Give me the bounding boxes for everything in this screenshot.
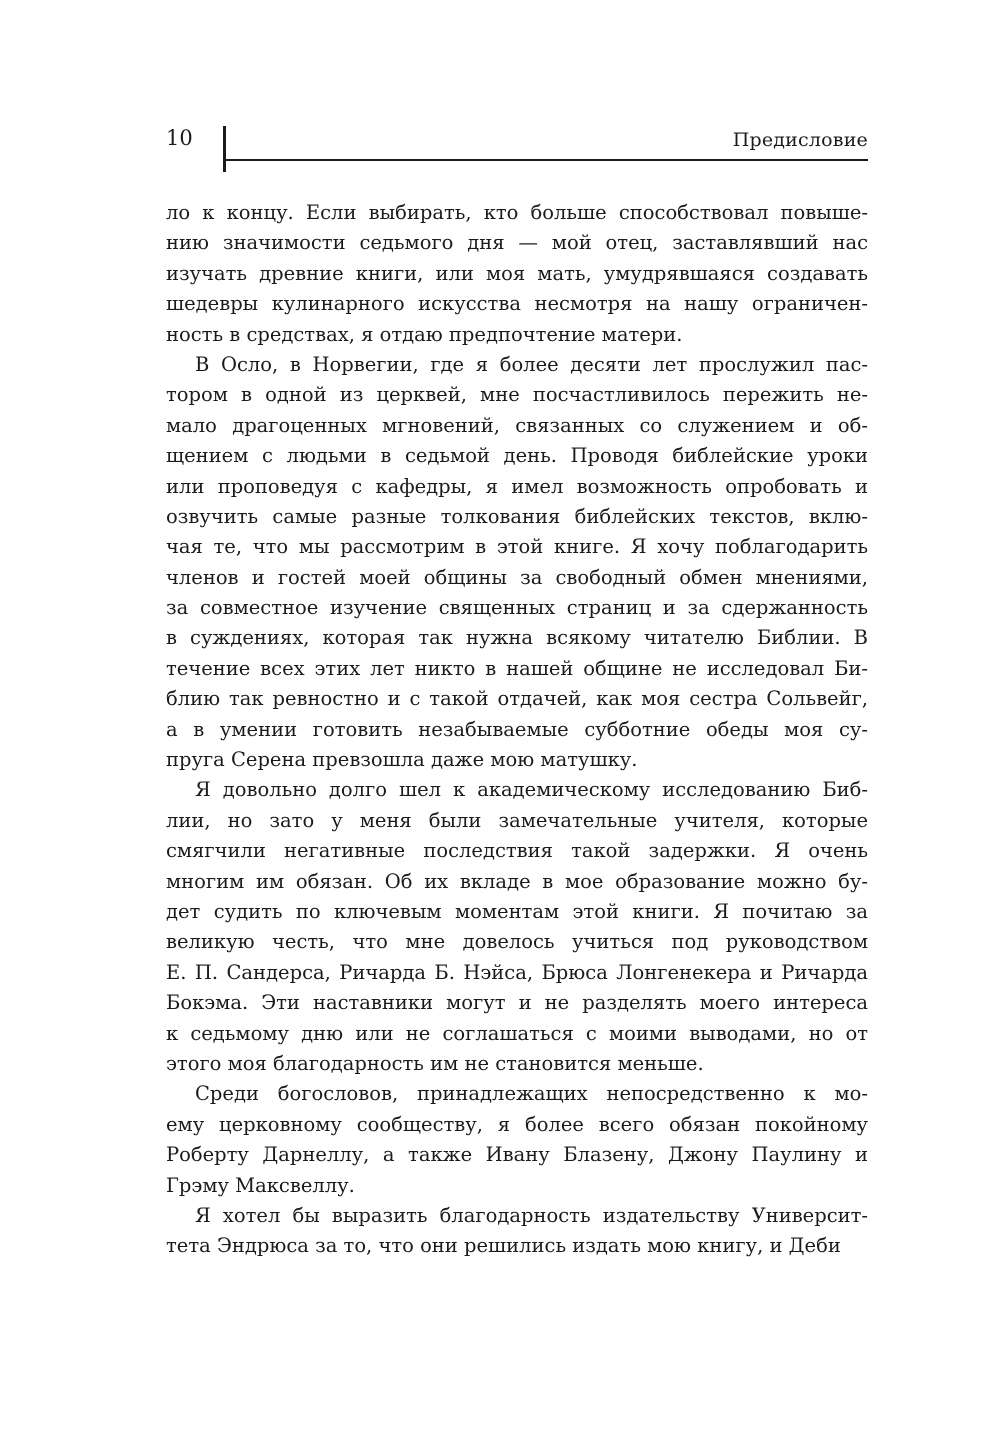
text-line: Бокэма. Эти наставники могут и не разделять моего интереса: [166, 991, 868, 1015]
header-vertical-rule: [223, 126, 226, 172]
paragraph: [166, 1079, 868, 1201]
text-line: многим им обязан. Об их вкладе в мое образование можно бу-: [166, 869, 868, 893]
text-line: дет судить по ключевым моментам этой книги. Я почитаю за: [166, 899, 868, 923]
running-title: Предисловие: [732, 129, 868, 151]
text-line: а в умении готовить незабываемые субботние обеды моя су-: [166, 717, 868, 741]
text-line: в суждениях, которая так нужна всякому читателю Библии. В: [166, 626, 868, 650]
text-line: смягчили негативные последствия такой задержки. Я очень: [166, 839, 868, 863]
paragraph: [166, 198, 868, 350]
paragraph: [166, 350, 868, 775]
text-line: ло к концу. Если выбирать, кто больше способствовал повыше-: [166, 201, 868, 224]
text-line: за совместное изучение священных страниц и за сдержанность: [166, 596, 868, 620]
text-line: ность в средствах, я отдаю предпочтение матери.: [166, 322, 683, 346]
body-text: [166, 198, 868, 1262]
paragraph: [166, 1201, 868, 1262]
text-line: течение всех этих лет никто в нашей общине не исследовал Би-: [166, 656, 868, 680]
text-line: щением с людьми в седьмой день. Проводя библейские уроки: [166, 444, 868, 468]
text-line: Е. П. Сандерса, Ричарда Б. Нэйса, Брюса Лонгенекера и Ричарда: [166, 960, 868, 984]
paragraph: [166, 775, 868, 1079]
text-line: Я довольно долго шел к академическому исследованию Биб-: [195, 778, 868, 802]
text-line: Я хотел бы выразить благодарность издательству Университ-: [195, 1203, 868, 1227]
text-line: тета Эндрюса за то, что они решились издать мою книгу, и Деби: [166, 1234, 841, 1258]
text-line: Среди богословов, принадлежащих непосредственно к мо-: [195, 1082, 868, 1106]
text-line: ему церковному сообществу, я более всего обязан покойному: [166, 1112, 868, 1136]
text-line: шедевры кулинарного искусства несмотря на нашу ограничен-: [166, 292, 868, 316]
text-line: чая те, что мы рассмотрим в этой книге. Я хочу поблагодарить: [166, 535, 868, 559]
text-line: изучать древние книги, или моя мать, умудрявшаяся создавать: [166, 261, 868, 285]
text-line: или проповедуя с кафедры, я имел возможность опробовать и: [166, 474, 868, 498]
running-header: [166, 120, 868, 172]
text-line: Роберту Дарнеллу, а также Ивану Блазену, Джону Паулину и: [166, 1143, 868, 1167]
text-line: блию так ревностно и с такой отдачей, как моя сестра Сольвейг,: [166, 687, 868, 711]
text-line: лии, но зато у меня были замечательные учителя, которые: [166, 808, 868, 832]
text-line: членов и гостей моей общины за свободный обмен мнениями,: [166, 565, 868, 589]
text-line: к седьмому дню или не соглашаться с моими выводами, но от: [166, 1021, 868, 1045]
header-horizontal-rule: [223, 159, 868, 161]
text-line: тором в одной из церквей, мне посчастливилось пережить не-: [166, 383, 868, 407]
text-line: нию значимости седьмого дня — мой отец, заставлявший нас: [166, 231, 868, 255]
text-line: Грэму Максвеллу.: [166, 1173, 355, 1197]
text-line: пруга Серена превзошла даже мою матушку.: [166, 748, 638, 772]
text-line: великую честь, что мне довелось учиться под руководством: [166, 930, 868, 954]
text-line: мало драгоценных мгновений, связанных со служением и об-: [166, 413, 868, 437]
text-line: этого моя благодарность им не становится меньше.: [166, 1051, 704, 1075]
text-line: озвучить самые разные толкования библейских текстов, вклю-: [166, 504, 868, 528]
page-number: 10: [166, 126, 193, 150]
text-line: В Осло, в Норвегии, где я более десяти лет прослужил пас-: [195, 352, 868, 376]
